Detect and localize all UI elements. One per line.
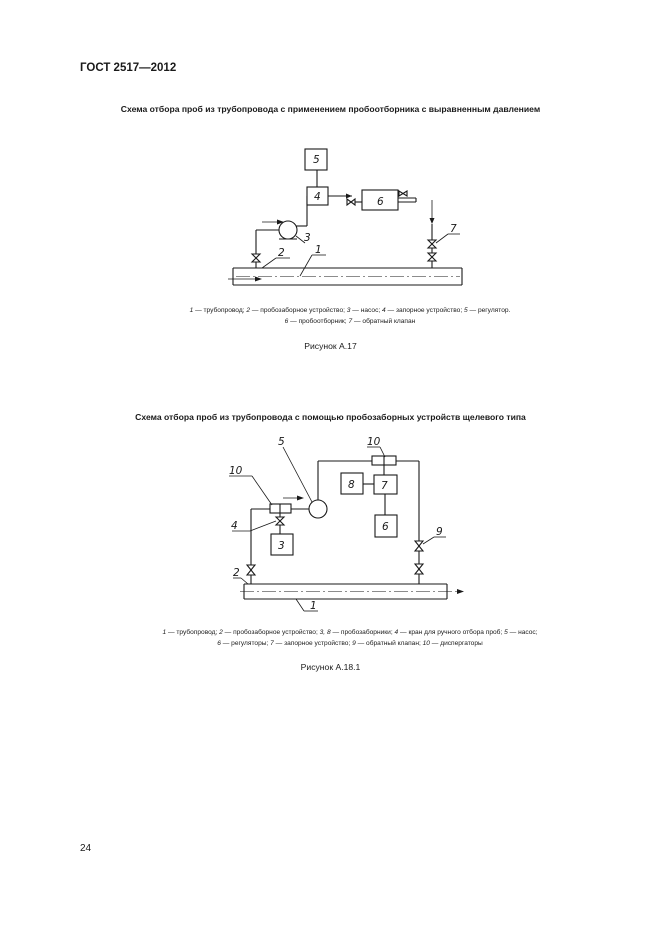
legend-num: 3 (346, 307, 351, 314)
leader-7 (436, 234, 448, 243)
legend-num: 4 (394, 629, 399, 636)
check-valve-9-lower (415, 546, 423, 551)
label-1: 1 (315, 244, 322, 256)
legend-num: 9 (352, 640, 356, 647)
figure-a17-legend-line-1 (80, 305, 620, 316)
legend-text: — пробозаборное устройство; (222, 629, 320, 636)
label-6: 6 (377, 196, 384, 208)
leader-1-b (296, 599, 304, 611)
figure-a17-diagram (228, 149, 462, 285)
label-2: 2 (278, 247, 285, 259)
legend-num: 2 (246, 307, 251, 314)
valve-left-upper (252, 254, 260, 258)
legend-num: 1 (162, 629, 167, 636)
legend-text: — насос; (350, 307, 383, 314)
figure-a18-legend (60, 627, 640, 649)
label-9: 9 (436, 526, 443, 538)
legend-text: — регуляторы; (220, 640, 271, 647)
legend-text: — трубопровод; (193, 307, 247, 314)
legend-text: — обратный клапан; (355, 640, 423, 647)
figure-a18-diagram (229, 436, 464, 612)
figure-a17-legend (80, 305, 620, 327)
label-2b: 2 (233, 567, 240, 579)
label-5b: 5 (278, 436, 285, 448)
legend-text: — пробозаборники; (330, 629, 395, 636)
figure-a17-caption: Рисунок А.17 (304, 341, 357, 351)
legend-text: — пробоотборник; (288, 318, 349, 325)
figure-a17-legend-line-2 (80, 316, 620, 327)
legend-num: 2 (219, 629, 223, 636)
label-4: 4 (314, 191, 321, 203)
legend-text: — обратный клапан (352, 318, 416, 325)
leader-2 (262, 258, 276, 268)
pump-5 (309, 500, 327, 518)
label-3b: 3 (278, 540, 285, 552)
legend-text: — трубопровод; (166, 629, 220, 636)
legend-num: 10 (422, 640, 430, 647)
label-7b: 7 (381, 480, 388, 492)
pump-3 (279, 221, 297, 239)
figure-a18-caption: Рисунок А.18.1 (300, 662, 361, 672)
figure-a18-title: Схема отбора проб из трубопровода с помощью пробозаборных устройств щелевого типа (135, 412, 526, 422)
valve-right-lower (428, 257, 436, 261)
figure-a18-legend-line-2 (60, 638, 640, 649)
page-number: 24 (80, 843, 92, 854)
leader-1 (300, 255, 312, 276)
figure-a18-legend-line-1 (60, 627, 640, 638)
check-valve-7-lower (428, 244, 436, 248)
leader-10-left (252, 476, 272, 505)
legend-text: — насос; (507, 629, 538, 636)
flow-arrow-out-head (457, 589, 464, 594)
leader-5 (283, 447, 312, 502)
label-1b: 1 (310, 600, 317, 612)
legend-num: 1 (189, 307, 194, 314)
label-10-top: 10 (367, 436, 381, 448)
label-3: 3 (304, 232, 311, 244)
label-8: 8 (348, 479, 355, 491)
valve2-upper (247, 565, 255, 570)
label-5: 5 (313, 154, 320, 166)
legend-num: 6 (284, 318, 289, 325)
label-6b: 6 (382, 521, 389, 533)
legend-num: 6 (217, 640, 221, 647)
legend-num: 3, 8 (319, 629, 331, 636)
legend-num: 7 (348, 318, 353, 325)
legend-num: 5 (464, 307, 468, 314)
legend-text: — запорное устройство; (385, 307, 465, 314)
legend-text: — кран для ручного отбора проб; (398, 629, 505, 636)
valve4-lower (276, 521, 284, 525)
leader-2-b (241, 578, 248, 584)
legend-text: — запорное устройство; (273, 640, 353, 647)
legend-text: — пробозаборное устройство; (250, 307, 347, 314)
label-7: 7 (450, 223, 457, 235)
valve-right2-lower (415, 569, 423, 574)
legend-text: — регулятор. (467, 307, 511, 314)
small-valve-b (351, 199, 355, 205)
legend-text: — диспергаторы (429, 640, 483, 647)
standard-header: ГОСТ 2517—2012 (80, 62, 177, 74)
leader-9 (423, 537, 434, 544)
arrow-4-to-6-head (346, 194, 352, 199)
legend-num: 4 (382, 307, 386, 314)
return-arrow-head (430, 218, 435, 224)
label-10-left: 10 (229, 465, 243, 477)
flow-arrow-in-head (255, 277, 262, 282)
legend-num: 5 (504, 629, 508, 636)
sampler-valve-b (403, 191, 407, 196)
figure-a17-title: Схема отбора проб из трубопровода с применением пробоотборника с выравненным давлением (120, 104, 541, 114)
label-4b: 4 (231, 520, 238, 532)
legend-num: 7 (270, 640, 274, 647)
arrow-to-pump-2-head (297, 496, 304, 501)
leader-4 (250, 521, 276, 531)
